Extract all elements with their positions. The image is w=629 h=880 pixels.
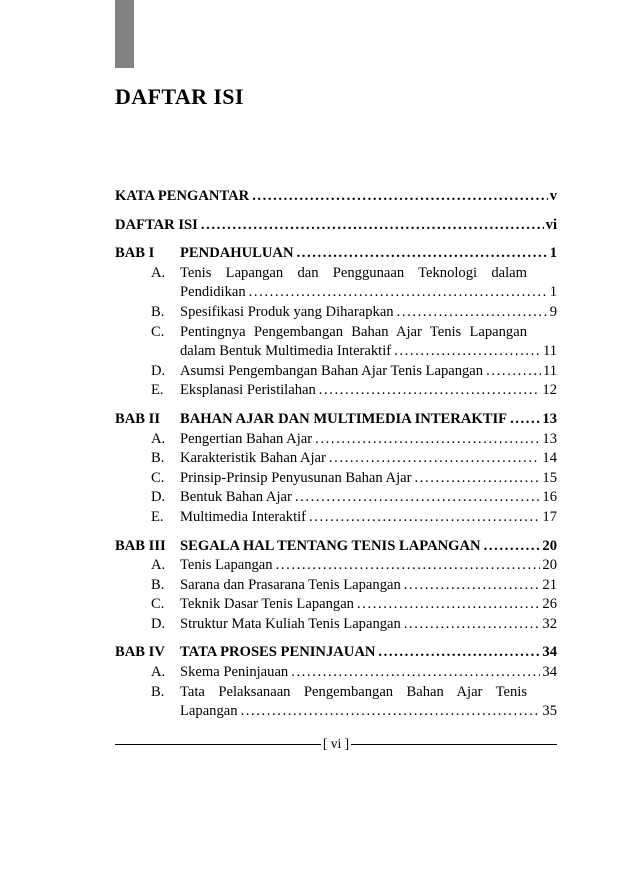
toc-entry-content — [180, 508, 557, 528]
chapter-label: BAB I — [115, 245, 155, 262]
toc-entry-text: Multimedia Interaktif — [180, 508, 307, 525]
dot-leader — [297, 244, 548, 264]
header-tab-marker — [115, 0, 134, 68]
toc-entry-text: Skema Peninjauan — [180, 664, 289, 681]
toc-chapter-heading — [115, 410, 557, 430]
page-number: 32 — [542, 615, 557, 632]
page-number: 9 — [549, 303, 557, 320]
dot-leader — [319, 381, 541, 401]
toc-entry-line — [180, 449, 557, 469]
page-number: 20 — [542, 557, 557, 574]
toc-entry-line — [115, 187, 557, 207]
toc-sub-item — [115, 430, 557, 450]
toc-entry-line — [180, 342, 557, 362]
toc-entry-text: Asumsi Pengembangan Bahan Ajar Tenis Lapangan — [180, 362, 484, 379]
page-number: 11 — [542, 343, 557, 360]
toc-entry-content — [180, 595, 557, 615]
page-number: 34 — [542, 664, 557, 681]
dot-leader — [486, 362, 541, 382]
toc-entry-text: Teknik Dasar Tenis Lapangan — [180, 596, 354, 613]
toc-entry-front — [115, 216, 557, 236]
footer-rule-left — [115, 744, 321, 745]
chapter-label: BAB III — [115, 537, 166, 554]
page-footer — [115, 736, 557, 752]
toc-entry-text: Tenis Lapangan — [180, 557, 273, 574]
toc-entry-line — [180, 556, 557, 576]
page-number: 20 — [542, 537, 557, 554]
dot-leader — [404, 576, 541, 596]
toc-chapter-group — [115, 244, 557, 401]
toc-entry-text: PENDAHULUAN — [180, 245, 294, 262]
page-number: 17 — [542, 508, 557, 525]
item-letter: A. — [151, 430, 166, 447]
toc-entry-content — [180, 576, 557, 596]
dot-leader — [291, 663, 540, 683]
toc-entry-text: DAFTAR ISI — [115, 216, 198, 233]
toc-front-group — [115, 216, 557, 236]
toc-entry-line — [180, 303, 557, 323]
toc-sub-item — [115, 508, 557, 528]
dot-leader — [329, 449, 541, 469]
dot-leader — [357, 595, 540, 615]
toc-entry-line — [180, 362, 557, 382]
dot-leader — [295, 488, 541, 508]
toc-entry-line — [115, 216, 557, 236]
toc-sub-item — [115, 595, 557, 615]
dot-leader — [484, 537, 541, 557]
toc-sub-item — [115, 683, 557, 722]
dot-leader — [309, 508, 540, 528]
toc-sub-item — [115, 264, 557, 303]
toc-entry-content — [180, 449, 557, 469]
dot-leader — [414, 469, 540, 489]
dot-leader — [276, 556, 541, 576]
toc-entry-wrapped-line: Tata Pelaksanaan Pengembangan Bahan Ajar Tenis — [180, 683, 527, 700]
toc-entry-text: Pengertian Bahan Ajar — [180, 430, 313, 447]
page-number: 11 — [542, 362, 557, 379]
dot-leader — [315, 430, 540, 450]
toc-entry-line — [180, 615, 557, 635]
toc-entry-text: SEGALA HAL TENTANG TENIS LAPANGAN — [180, 537, 481, 554]
toc-entry-content — [180, 556, 557, 576]
toc-entry-text: dalam Bentuk Multimedia Interaktif — [180, 343, 392, 360]
toc-entry-line — [180, 508, 557, 528]
toc-entry-content — [180, 430, 557, 450]
toc-sub-item — [115, 381, 557, 401]
toc-chapter-heading — [115, 244, 557, 264]
toc-entry-line — [180, 244, 557, 264]
page-number: 21 — [542, 576, 557, 593]
item-letter: B. — [151, 683, 165, 700]
item-letter: B. — [151, 303, 165, 320]
toc-entry-wrapped-line: Pentingnya Pengembangan Bahan Ajar Tenis Lapangan — [180, 323, 527, 340]
page-number: 26 — [542, 596, 557, 613]
table-of-contents — [115, 187, 557, 731]
toc-entry-content — [180, 615, 557, 635]
toc-entry-text: Sarana dan Prasarana Tenis Lapangan — [180, 576, 401, 593]
toc-chapter-group — [115, 410, 557, 528]
toc-entry-content — [115, 187, 557, 207]
footer-page-label: [ vi ] — [322, 736, 350, 751]
toc-chapter-group — [115, 537, 557, 635]
toc-entry-line — [180, 469, 557, 489]
item-letter: D. — [151, 362, 166, 379]
page-title: DAFTAR ISI — [115, 84, 244, 109]
dot-leader — [510, 410, 540, 430]
toc-front-group — [115, 187, 557, 207]
toc-entry-content — [180, 323, 557, 362]
page-number: v — [549, 188, 557, 204]
dot-leader — [241, 702, 541, 722]
toc-entry-content — [180, 381, 557, 401]
item-letter: C. — [151, 469, 165, 486]
toc-entry-content — [180, 244, 557, 264]
toc-entry-content — [180, 488, 557, 508]
toc-entry-text: Pendidikan — [180, 284, 246, 301]
toc-sub-item — [115, 576, 557, 596]
dot-leader — [249, 283, 548, 303]
toc-entry-content — [180, 663, 557, 683]
item-letter: D. — [151, 615, 166, 632]
item-letter: A. — [151, 664, 166, 681]
toc-chapter-heading — [115, 537, 557, 557]
page-number: 1 — [549, 245, 557, 262]
toc-entry-text: Struktur Mata Kuliah Tenis Lapangan — [180, 615, 401, 632]
toc-entry-text: Lapangan — [180, 703, 238, 720]
toc-entry-content — [180, 410, 557, 430]
item-letter: C. — [151, 596, 165, 613]
page-number: 13 — [542, 410, 557, 427]
toc-entry-line — [180, 537, 557, 557]
page-number: 13 — [542, 430, 557, 447]
toc-entry-text: KATA PENGANTAR — [115, 188, 250, 204]
toc-entry-line — [180, 430, 557, 450]
item-letter: E. — [151, 508, 164, 525]
page-number: 12 — [542, 382, 557, 399]
toc-entry-content — [180, 683, 557, 722]
toc-entry-content — [180, 469, 557, 489]
toc-entry-content — [115, 216, 557, 236]
toc-sub-item — [115, 323, 557, 362]
page-number: vi — [545, 216, 557, 233]
page-number: 34 — [542, 644, 557, 661]
dot-leader — [397, 303, 548, 323]
toc-sub-item — [115, 615, 557, 635]
toc-entry-wrapped-line: Tenis Lapangan dan Penggunaan Teknologi dalam — [180, 264, 527, 281]
page-number: 1 — [549, 284, 557, 301]
toc-entry-content — [180, 643, 557, 663]
item-letter: A. — [151, 557, 166, 574]
toc-chapter-heading — [115, 643, 557, 663]
toc-entry-text: BAHAN AJAR DAN MULTIMEDIA INTERAKTIF — [180, 410, 508, 427]
toc-entry-text: Prinsip-Prinsip Penyusunan Bahan Ajar — [180, 469, 412, 486]
toc-entry-line — [180, 663, 557, 683]
chapter-label: BAB IV — [115, 644, 165, 661]
item-letter: B. — [151, 450, 165, 467]
dot-leader — [394, 342, 541, 362]
toc-entry-content — [180, 537, 557, 557]
item-letter: B. — [151, 576, 165, 593]
toc-entry-line — [180, 576, 557, 596]
toc-sub-item — [115, 556, 557, 576]
page-number: 14 — [542, 450, 557, 467]
toc-entry-front — [115, 187, 557, 207]
toc-entry-text: Eksplanasi Peristilahan — [180, 382, 316, 399]
toc-chapter-group — [115, 643, 557, 721]
toc-entry-line — [180, 488, 557, 508]
toc-entry-content — [180, 303, 557, 323]
dot-leader — [201, 216, 544, 236]
toc-sub-item — [115, 303, 557, 323]
item-letter: A. — [151, 264, 166, 281]
toc-sub-item — [115, 663, 557, 683]
toc-entry-line — [180, 410, 557, 430]
toc-entry-content — [180, 264, 557, 303]
footer-rule-right — [351, 744, 557, 745]
toc-entry-text: TATA PROSES PENINJAUAN — [180, 644, 376, 661]
item-letter: D. — [151, 489, 166, 506]
dot-leader — [404, 615, 541, 635]
page-number: 16 — [542, 489, 557, 506]
toc-entry-text: Bentuk Bahan Ajar — [180, 489, 292, 506]
toc-sub-item — [115, 449, 557, 469]
toc-entry-text: Karakteristik Bahan Ajar — [180, 450, 326, 467]
page-number: 15 — [542, 469, 557, 486]
toc-entry-content — [180, 362, 557, 382]
toc-sub-item — [115, 488, 557, 508]
toc-sub-item — [115, 362, 557, 382]
item-letter: C. — [151, 323, 165, 340]
item-letter: E. — [151, 382, 164, 399]
toc-entry-text: Spesifikasi Produk yang Diharapkan — [180, 303, 394, 320]
toc-entry-line — [180, 702, 557, 722]
toc-entry-line — [180, 643, 557, 663]
dot-leader — [252, 187, 548, 207]
chapter-label: BAB II — [115, 410, 161, 427]
page-number: 35 — [542, 703, 557, 720]
toc-sub-item — [115, 469, 557, 489]
toc-entry-line — [180, 595, 557, 615]
toc-entry-line — [180, 283, 557, 303]
dot-leader — [378, 643, 540, 663]
toc-entry-line — [180, 381, 557, 401]
